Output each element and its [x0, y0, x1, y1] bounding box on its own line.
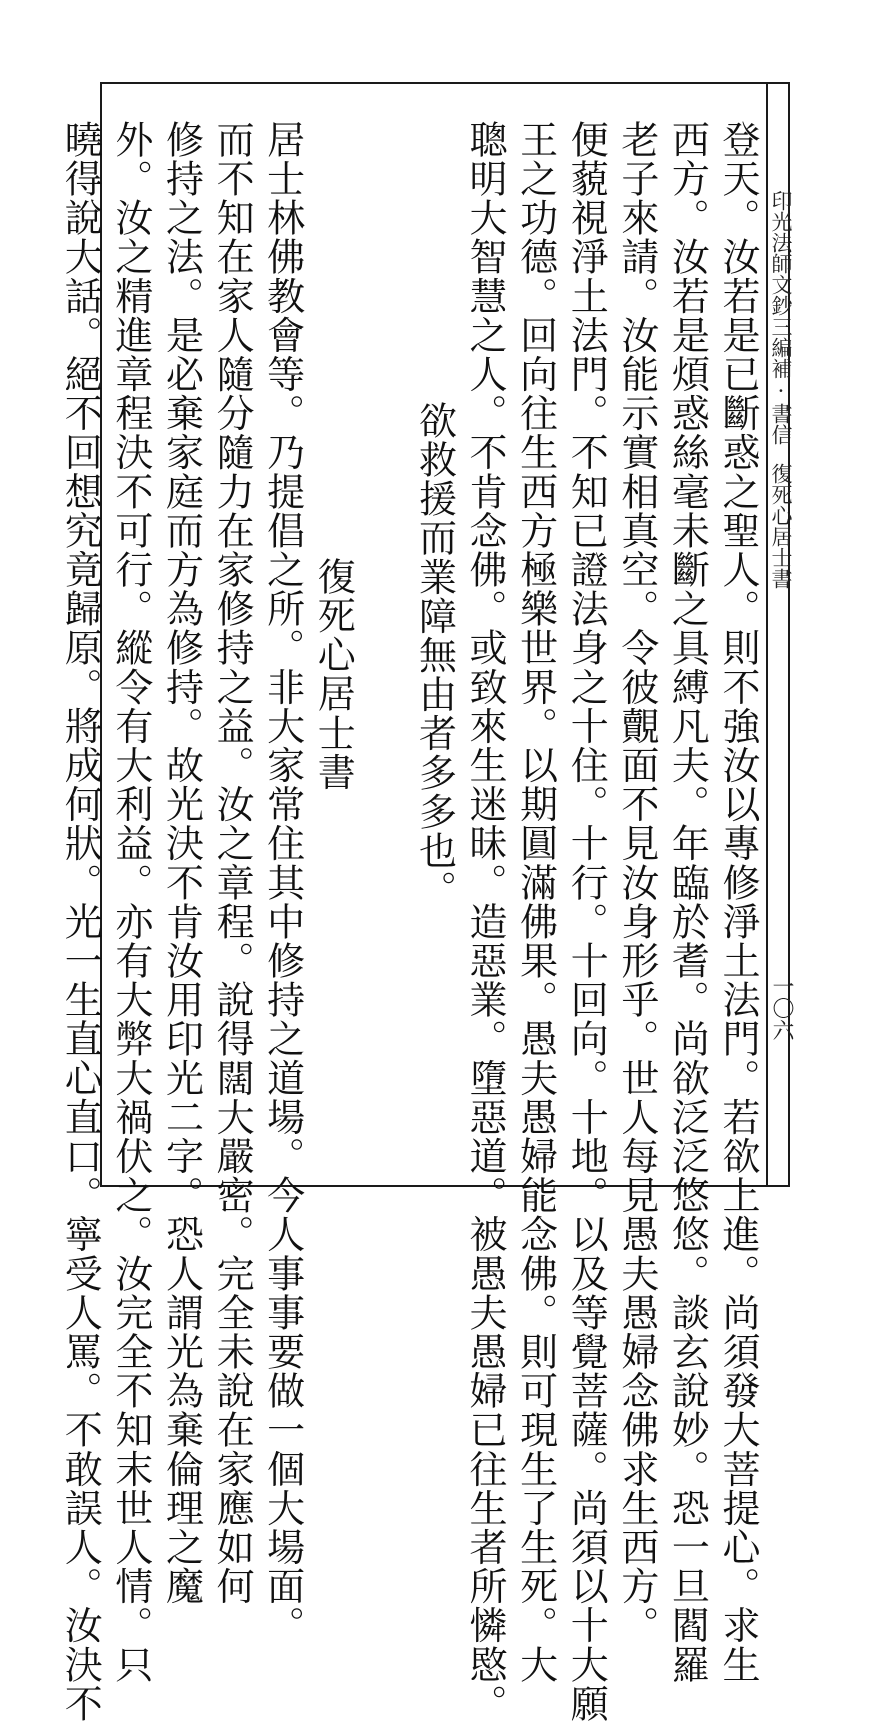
text-column: 欲救援而業障無由者多多也。 [412, 400, 457, 910]
letter-title: 復死心居士書 [769, 463, 793, 589]
text-column: 西方。汝若是煩惑絲毫未斷之具縛凡夫。年臨於耆。尚欲泛泛悠悠。談玄說妙。恐一旦閻羅 [665, 120, 710, 1684]
body-text [55, 120, 763, 1723]
text-column: 曉得說大話。絕不回想究竟歸原。將成何狀。光一生直心直口。寧受人罵。不敢誤人。汝決不 [58, 120, 103, 1723]
page-number: 一〇六 [769, 975, 794, 1041]
text-column: 居士林佛教會等。乃提倡之所。非大家常住其中修持之道場。今人事事要做一個大場面。 [260, 120, 305, 1645]
text-column: 登天。汝若是已斷惑之聖人。則不強汝以專修淨土法門。若欲上進。尚須發大菩提心。求生 [716, 120, 760, 1684]
text-column: 聰明大智慧之人。不肯念佛。或致來生迷昧。造惡業。墮惡道。被愚夫愚婦已往生者所憐愍。 [463, 120, 508, 1723]
text-column: 王之功德。回向往生西方極樂世界。以期圓滿佛果。愚夫愚婦能念佛。則可現生了生死。大 [513, 120, 558, 1684]
text-column: 老子來請。汝能示實相真空。令彼覿面不見汝身形乎。世人每見愚夫愚婦念佛求生西方。 [614, 120, 659, 1645]
text-column: 修持之法。是必棄家庭而方為修持。故光決不肯汝用印光二字。恐人謂光為棄倫理之魔 [159, 120, 204, 1606]
text-column: 而不知在家人隨分隨力在家修持之益。汝之章程。說得闊大嚴密。完全未說在家應如何 [210, 120, 255, 1606]
blank-column [358, 120, 409, 121]
letter-heading: 復死心居士書 [311, 556, 356, 792]
running-header [768, 190, 794, 589]
text-column: 便藐視淨土法門。不知已證法身之十住。十行。十回向。十地。以及等覺菩薩。尚須以十大願 [564, 120, 609, 1723]
book-title: 印光法師文鈔三編補 [769, 190, 793, 379]
header-separator-dot: · [769, 379, 793, 403]
text-column: 外。汝之精進章程決不可行。縱令有大利益。亦有大弊大禍伏之。汝完全不知末世人情。只 [108, 120, 153, 1684]
section-label: 書信 [769, 403, 793, 445]
